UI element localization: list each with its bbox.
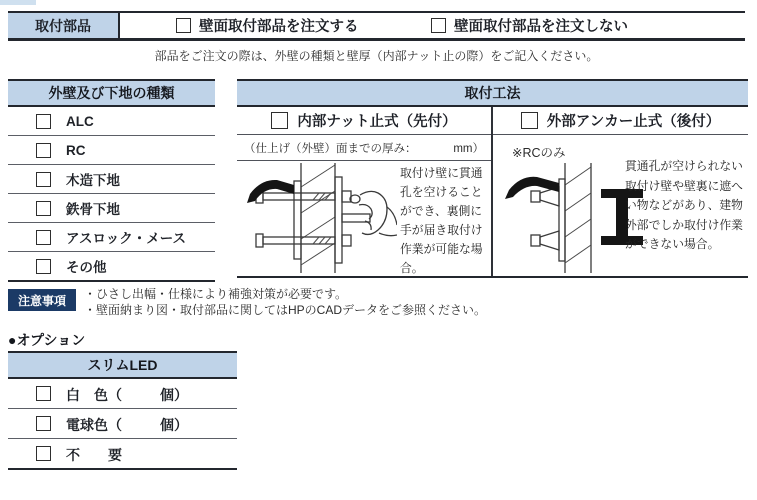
asroc-mace-checkbox[interactable]: [36, 230, 51, 245]
led-warm-unit: 個）: [160, 417, 188, 433]
led-white-unit: 個）: [160, 387, 188, 403]
wall-type-label: アスロック・メース: [66, 231, 187, 246]
slim-led-header: スリムLED: [8, 351, 237, 379]
led-white-checkbox[interactable]: [36, 386, 51, 401]
internal-nut-description: 取付け壁に貫通孔を空けることができ、裏側に手が届き取付け作業が可能な場合。: [400, 166, 483, 275]
wood-substrate-checkbox[interactable]: [36, 172, 51, 187]
external-anchor-checkbox[interactable]: [521, 112, 538, 129]
wall-type-row-rc[interactable]: [8, 136, 215, 165]
wall-type-row-alc[interactable]: [8, 107, 215, 136]
awning-arm-shape: [505, 177, 559, 199]
wall-type-table-header: 外壁及び下地の種類: [8, 79, 215, 107]
finish-thickness-row[interactable]: [237, 136, 491, 161]
wall-type-label: ALC: [66, 113, 94, 129]
thickness-label: （仕上げ（外壁）面までの厚み：: [244, 143, 417, 155]
internal-nut-label: 内部ナット止式（先付）: [297, 114, 457, 130]
led-warm-row[interactable]: [8, 409, 237, 439]
order-parts-checkbox[interactable]: [176, 18, 191, 33]
options-heading: ●オプション: [8, 332, 86, 348]
slim-led-table: [8, 351, 237, 470]
wall-type-label: 鉄骨下地: [66, 202, 120, 217]
mounting-parts-header-cell: [8, 13, 120, 38]
other-wall-checkbox[interactable]: [36, 259, 51, 274]
internal-nut-checkbox[interactable]: [271, 112, 288, 129]
thickness-unit: mm）: [453, 143, 484, 155]
wall-type-label: RC: [66, 142, 86, 158]
alc-checkbox[interactable]: [36, 114, 51, 129]
no-order-parts-label: 壁面取付部品を注文しない: [454, 19, 628, 35]
wall-type-label: その他: [66, 260, 107, 275]
wall-type-row-asroc[interactable]: [8, 223, 215, 252]
wall-type-label: 木造下地: [66, 173, 120, 188]
order-note-text: 部品をご注文の際は、外壁の種類と壁厚（内部ナット止の際）をご記入ください。: [154, 49, 599, 63]
order-parts-option[interactable]: [176, 13, 359, 38]
wall-type-row-steel[interactable]: [8, 194, 215, 223]
led-none-row[interactable]: [8, 439, 237, 470]
led-white-label: 白 色（: [66, 387, 122, 403]
order-parts-label: 壁面取付部品を注文する: [199, 19, 359, 35]
no-order-parts-option[interactable]: [431, 13, 628, 38]
through-bolt-and-hand-illustration: [247, 161, 397, 273]
led-none-label: 不 要: [66, 447, 122, 463]
external-anchor-method-option[interactable]: [493, 107, 748, 135]
page-edge-decoration: [0, 0, 36, 5]
no-order-parts-checkbox[interactable]: [431, 18, 446, 33]
mounting-method-header: 取付工法: [237, 79, 748, 107]
led-warm-checkbox[interactable]: [36, 416, 51, 431]
external-anchor-description: 貫通孔が空けられない取付け壁や壁裏に遮へい物などがあり、建物外部でしか取付け作業ができない場合。: [625, 159, 743, 251]
caution-list: [84, 287, 486, 318]
steel-substrate-checkbox[interactable]: [36, 201, 51, 216]
wall-type-row-wood[interactable]: [8, 165, 215, 194]
mounting-method-table: [237, 79, 748, 278]
caution-item: ・ひさし出幅・仕様により補強対策が必要です。: [84, 287, 348, 301]
mounting-parts-header-label: 取付部品: [35, 17, 91, 34]
wall-type-row-other[interactable]: [8, 252, 215, 282]
mounting-method-body: [237, 107, 748, 278]
led-white-row[interactable]: [8, 379, 237, 409]
rc-checkbox[interactable]: [36, 143, 51, 158]
mounting-parts-order-table: [8, 11, 745, 41]
external-anchor-label: 外部アンカー止式（後付）: [546, 114, 721, 130]
wall-type-table: [8, 79, 215, 282]
internal-nut-method-option[interactable]: [237, 107, 491, 135]
led-warm-label: 電球色（: [66, 417, 122, 433]
caution-badge: 注意事項: [8, 289, 76, 311]
caution-item: ・壁面納まり図・取付部品に関してはHPのCADデータをご参照ください。: [84, 302, 487, 317]
rc-only-note: ※RCのみ: [512, 146, 566, 160]
led-none-checkbox[interactable]: [36, 446, 51, 461]
